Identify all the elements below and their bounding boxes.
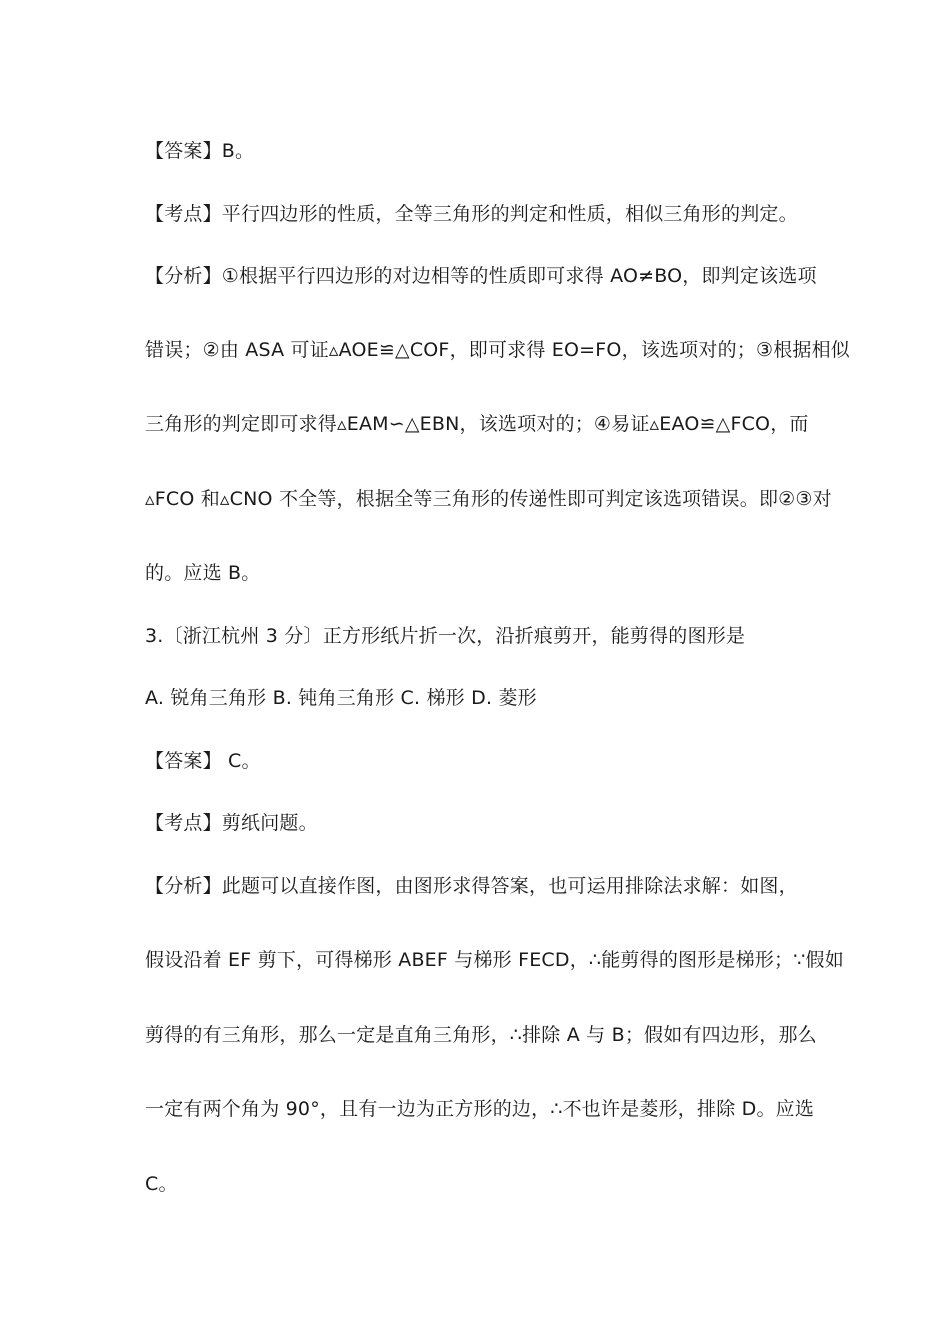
q2-analysis-line-5: 的。应选 B。	[145, 562, 261, 584]
q2-analysis-line-1: 【分析】①根据平行四边形的对边相等的性质即可求得 AO≠BO，即判定该选项	[145, 265, 817, 287]
q3-analysis-line-3: 剪得的有三角形，那么一定是直角三角形，∴排除 A 与 B；假如有四边形，那么	[145, 1024, 817, 1046]
q2-topic: 【考点】平行四边形的性质，全等三角形的判定和性质，相似三角形的判定。	[145, 203, 798, 225]
q2-analysis-line-4: ▵FCO 和▵CNO 不全等，根据全等三角形的传递性即可判定该选项错误。即②③对	[145, 488, 832, 510]
q3-topic: 【考点】剪纸问题。	[145, 812, 318, 834]
q3-question: 3.〔浙江杭州 3 分〕正方形纸片折一次，沿折痕剪开，能剪得的图形是	[145, 625, 746, 647]
q3-analysis-line-4: 一定有两个角为 90°，且有一边为正方形的边，∴不也许是菱形，排除 D。应选	[145, 1098, 815, 1120]
q2-answer: 【答案】B。	[145, 140, 255, 162]
q3-analysis-line-5: C。	[145, 1173, 178, 1195]
q3-analysis-line-1: 【分析】此题可以直接作图，由图形求得答案，也可运用排除法求解：如图，	[145, 875, 798, 897]
q3-answer: 【答案】 C。	[145, 750, 261, 772]
q3-analysis-line-2: 假设沿着 EF 剪下，可得梯形 ABEF 与梯形 FECD，∴能剪得的图形是梯形；∵假如	[145, 949, 844, 971]
q2-analysis-line-2: 错误；②由 ASA 可证▵AOE≌△COF，即可求得 EO=FO，该选项对的；③根据相似	[145, 339, 851, 361]
q2-analysis-line-3: 三角形的判定即可求得▵EAM∽△EBN，该选项对的；④易证▵EAO≌△FCO，而	[145, 413, 809, 435]
q3-options: A. 锐角三角形 B. 钝角三角形 C. 梯形 D. 菱形	[145, 687, 537, 709]
